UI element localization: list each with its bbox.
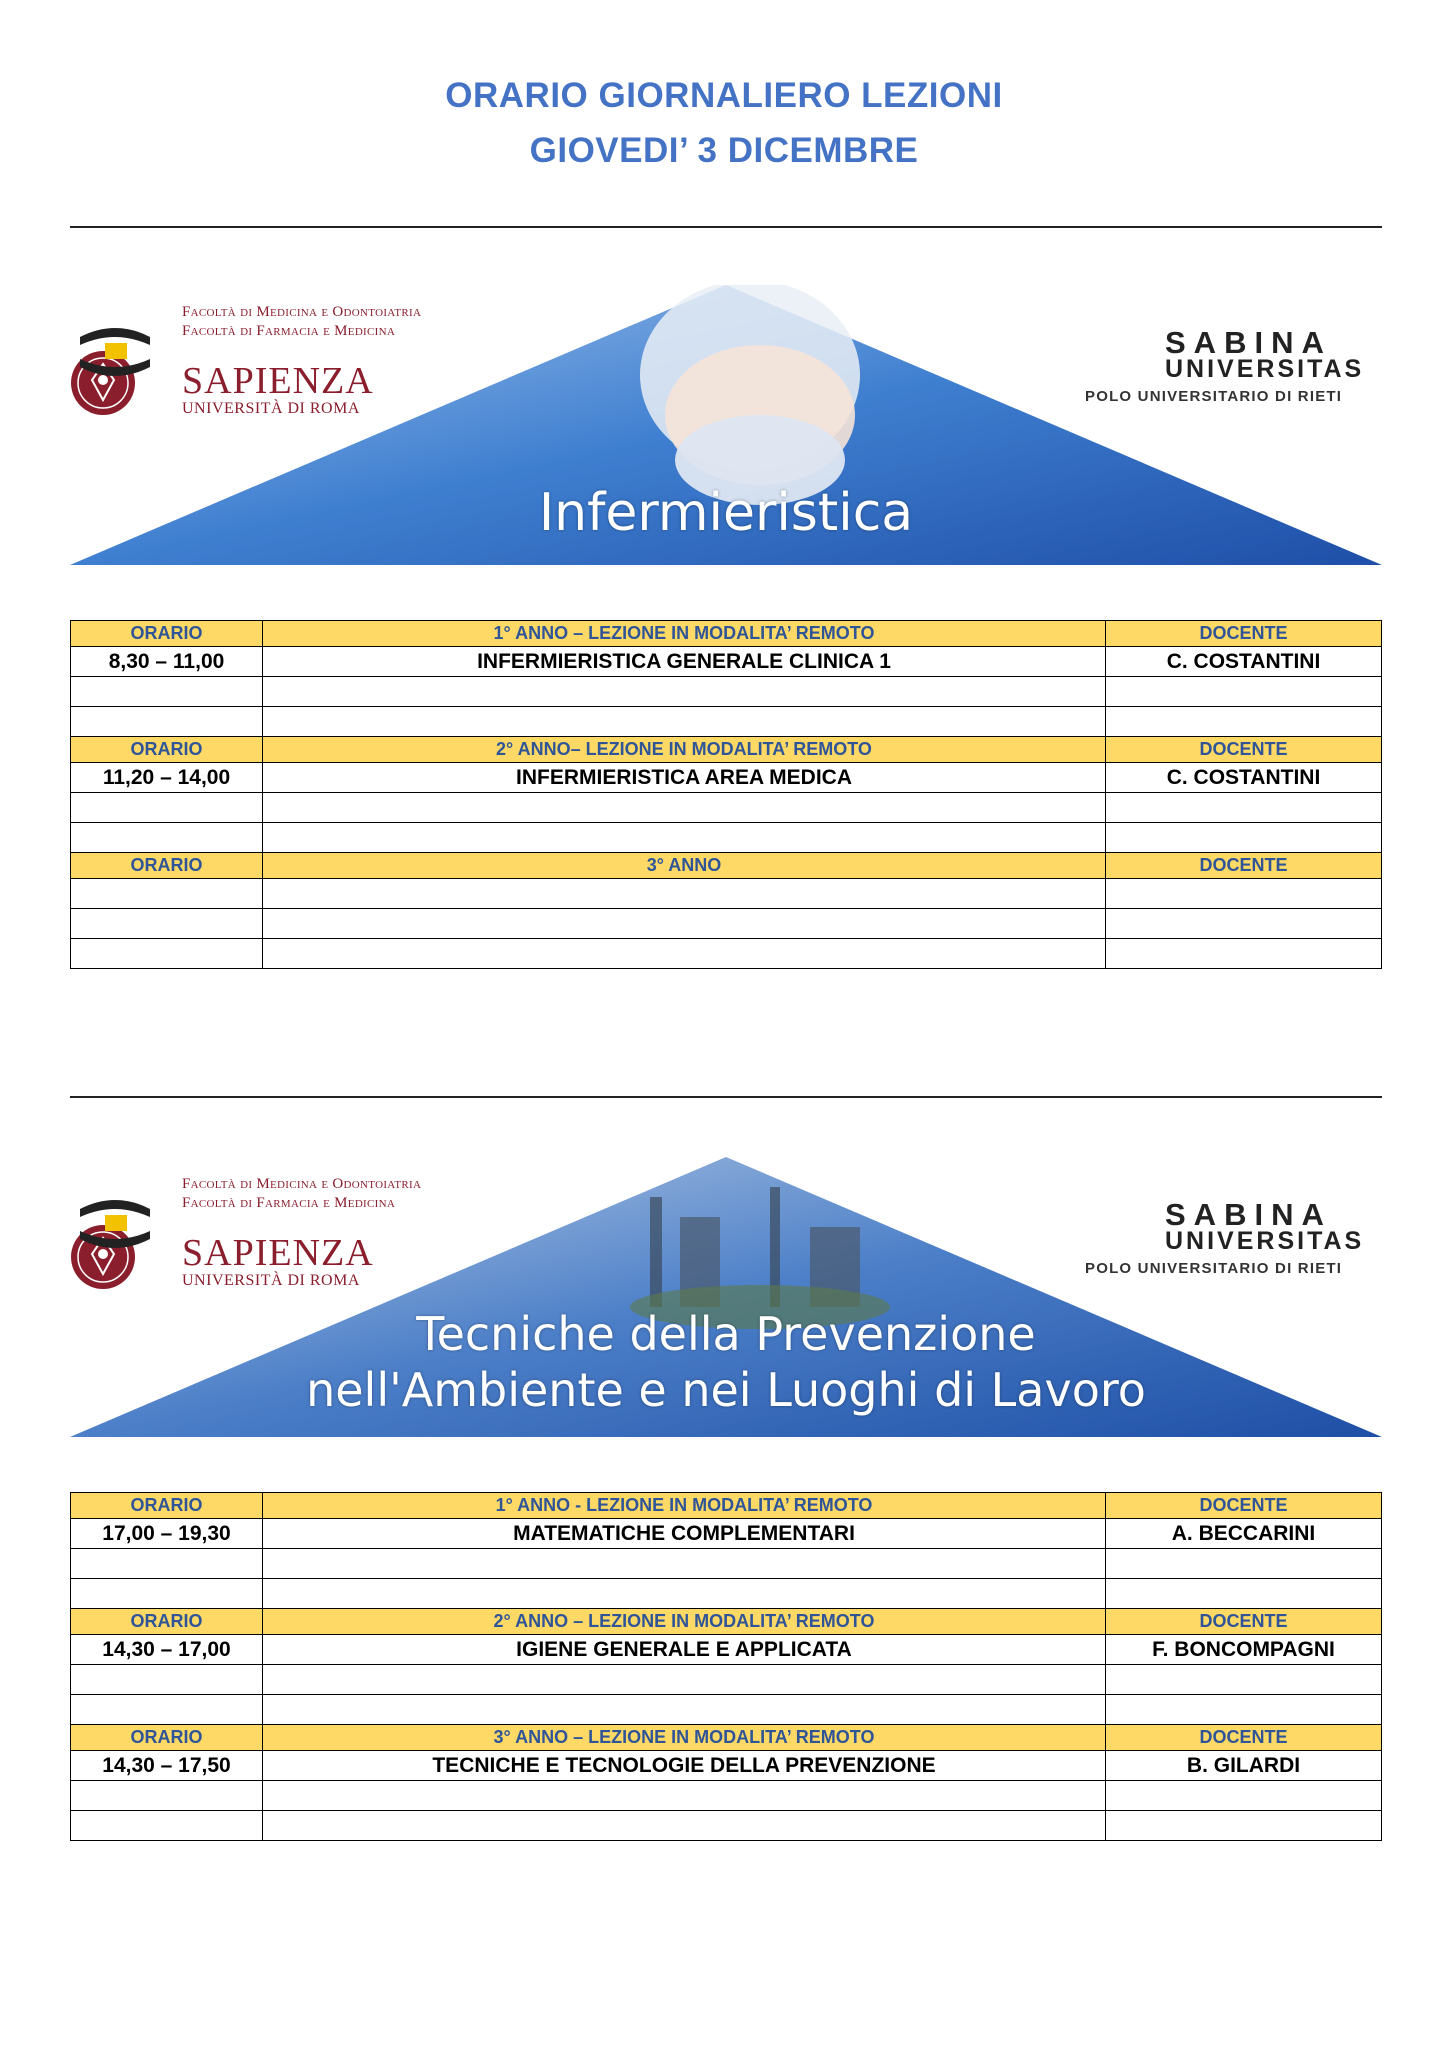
cell-teacher bbox=[1106, 793, 1382, 823]
cell-teacher bbox=[1106, 677, 1382, 707]
table-row bbox=[71, 1751, 1382, 1781]
header-subject: 2° ANNO– LEZIONE IN MODALITA’ REMOTO bbox=[263, 737, 1106, 763]
table-row bbox=[71, 647, 1382, 677]
cell-teacher bbox=[1106, 1665, 1382, 1695]
header-teacher: DOCENTE bbox=[1106, 1493, 1382, 1519]
cell-subject bbox=[263, 1549, 1106, 1579]
header-subject: 3° ANNO bbox=[263, 853, 1106, 879]
cell-time bbox=[71, 677, 263, 707]
cell-teacher: C. COSTANTINI bbox=[1106, 647, 1382, 677]
cell-subject: MATEMATICHE COMPLEMENTARI bbox=[263, 1519, 1106, 1549]
cell-subject bbox=[263, 879, 1106, 909]
cell-subject bbox=[263, 677, 1106, 707]
table-row bbox=[71, 763, 1382, 793]
header-time: ORARIO bbox=[71, 737, 263, 763]
header-time: ORARIO bbox=[71, 621, 263, 647]
sabina-sub: UNIVERSITAS bbox=[1165, 1227, 1365, 1255]
cell-teacher: A. BECCARINI bbox=[1106, 1519, 1382, 1549]
cell-time bbox=[71, 1811, 263, 1841]
table-row bbox=[71, 1519, 1382, 1549]
cell-time bbox=[71, 793, 263, 823]
cell-teacher bbox=[1106, 939, 1382, 969]
cell-subject bbox=[263, 939, 1106, 969]
cell-subject bbox=[263, 823, 1106, 853]
schedule-table-infermieristica bbox=[70, 620, 1382, 969]
table-row bbox=[71, 879, 1382, 909]
cell-subject: IGIENE GENERALE E APPLICATA bbox=[263, 1635, 1106, 1665]
cell-teacher bbox=[1106, 707, 1382, 737]
sapienza-sub: UNIVERSITÀ DI ROMA bbox=[182, 400, 360, 417]
cell-time bbox=[71, 1781, 263, 1811]
sabina-name: SABINA bbox=[1165, 325, 1332, 360]
cell-subject bbox=[263, 707, 1106, 737]
cell-subject bbox=[263, 909, 1106, 939]
header-time: ORARIO bbox=[71, 1609, 263, 1635]
table-row bbox=[71, 939, 1382, 969]
cell-teacher: B. GILARDI bbox=[1106, 1751, 1382, 1781]
table-header-row bbox=[71, 1609, 1382, 1635]
cell-time bbox=[71, 823, 263, 853]
sapienza-name: SAPIENZA bbox=[182, 1232, 374, 1274]
schedule-table-tecniche-prevenzione bbox=[70, 1492, 1382, 1841]
table-row bbox=[71, 1781, 1382, 1811]
header-teacher: DOCENTE bbox=[1106, 1725, 1382, 1751]
table-row bbox=[71, 909, 1382, 939]
faculty-line2: Facoltà di Farmacia e Medicina bbox=[182, 1195, 396, 1211]
table-row bbox=[71, 1811, 1382, 1841]
cell-time: 14,30 – 17,00 bbox=[71, 1635, 263, 1665]
cell-teacher: F. BONCOMPAGNI bbox=[1106, 1635, 1382, 1665]
faculty-line2: Facoltà di Farmacia e Medicina bbox=[182, 323, 396, 339]
cell-teacher bbox=[1106, 1549, 1382, 1579]
header-teacher: DOCENTE bbox=[1106, 1609, 1382, 1635]
table-row bbox=[71, 677, 1382, 707]
sapienza-name: SAPIENZA bbox=[182, 360, 374, 402]
cell-subject bbox=[263, 1695, 1106, 1725]
sabina-book-icon bbox=[70, 1199, 160, 1249]
cell-subject bbox=[263, 1781, 1106, 1811]
cell-time: 11,20 – 14,00 bbox=[71, 763, 263, 793]
header-time: ORARIO bbox=[71, 1493, 263, 1519]
table-row bbox=[71, 707, 1382, 737]
header-teacher: DOCENTE bbox=[1106, 853, 1382, 879]
page-title-line2: GIOVEDI’ 3 DICEMBRE bbox=[529, 131, 919, 170]
cell-time bbox=[71, 1549, 263, 1579]
cell-teacher bbox=[1106, 823, 1382, 853]
sabina-polo: POLO UNIVERSITARIO DI RIETI bbox=[1085, 1260, 1343, 1277]
cell-time bbox=[71, 909, 263, 939]
sabina-book-icon bbox=[70, 327, 160, 377]
table-row bbox=[71, 1579, 1382, 1609]
cell-time: 17,00 – 19,30 bbox=[71, 1519, 263, 1549]
table-row bbox=[71, 793, 1382, 823]
cell-time bbox=[71, 1665, 263, 1695]
cell-time bbox=[71, 939, 263, 969]
header-subject: 1° ANNO – LEZIONE IN MODALITA’ REMOTO bbox=[263, 621, 1106, 647]
cell-subject: TECNICHE E TECNOLOGIE DELLA PREVENZIONE bbox=[263, 1751, 1106, 1781]
table-header-row bbox=[71, 853, 1382, 879]
banner-title-line1: Tecniche della Prevenzione bbox=[416, 1307, 1036, 1361]
cell-subject bbox=[263, 1665, 1106, 1695]
cell-subject bbox=[263, 1811, 1106, 1841]
cell-time bbox=[71, 1579, 263, 1609]
table-row bbox=[71, 1665, 1382, 1695]
cell-subject: INFERMIERISTICA AREA MEDICA bbox=[263, 763, 1106, 793]
header-subject: 3° ANNO – LEZIONE IN MODALITA’ REMOTO bbox=[263, 1725, 1106, 1751]
banner-tecniche-prevenzione bbox=[70, 1157, 1382, 1437]
page-title-line1: ORARIO GIORNALIERO LEZIONI bbox=[445, 76, 1003, 115]
cell-time: 14,30 – 17,50 bbox=[71, 1751, 263, 1781]
divider-middle bbox=[70, 1096, 1382, 1098]
banner-infermieristica bbox=[70, 285, 1382, 565]
banner-title-line2: nell'Ambiente e nei Luoghi di Lavoro bbox=[306, 1363, 1146, 1417]
cell-subject bbox=[263, 793, 1106, 823]
cell-teacher bbox=[1106, 879, 1382, 909]
cell-time bbox=[71, 879, 263, 909]
table-row bbox=[71, 1635, 1382, 1665]
cell-subject bbox=[263, 1579, 1106, 1609]
table-header-row bbox=[71, 621, 1382, 647]
faculty-line1: Facoltà di Medicina e Odontoiatria bbox=[182, 1176, 422, 1192]
table-row bbox=[71, 823, 1382, 853]
cell-teacher bbox=[1106, 1811, 1382, 1841]
cell-time: 8,30 – 11,00 bbox=[71, 647, 263, 677]
header-teacher: DOCENTE bbox=[1106, 621, 1382, 647]
faculty-line1: Facoltà di Medicina e Odontoiatria bbox=[182, 304, 422, 320]
cell-teacher: C. COSTANTINI bbox=[1106, 763, 1382, 793]
table-header-row bbox=[71, 1493, 1382, 1519]
table-header-row bbox=[71, 737, 1382, 763]
table-header-row bbox=[71, 1725, 1382, 1751]
header-subject: 1° ANNO - LEZIONE IN MODALITA’ REMOTO bbox=[263, 1493, 1106, 1519]
header-time: ORARIO bbox=[71, 853, 263, 879]
header-teacher: DOCENTE bbox=[1106, 737, 1382, 763]
cell-teacher bbox=[1106, 1781, 1382, 1811]
banner-title: Infermieristica bbox=[538, 483, 914, 543]
cell-teacher bbox=[1106, 909, 1382, 939]
table-row bbox=[71, 1695, 1382, 1725]
cell-time bbox=[71, 707, 263, 737]
sapienza-sub: UNIVERSITÀ DI ROMA bbox=[182, 1272, 360, 1289]
header-time: ORARIO bbox=[71, 1725, 263, 1751]
cell-teacher bbox=[1106, 1695, 1382, 1725]
cell-teacher bbox=[1106, 1579, 1382, 1609]
sabina-sub: UNIVERSITAS bbox=[1165, 355, 1365, 383]
cell-time bbox=[71, 1695, 263, 1725]
sabina-name: SABINA bbox=[1165, 1197, 1332, 1232]
header-subject: 2° ANNO – LEZIONE IN MODALITA’ REMOTO bbox=[263, 1609, 1106, 1635]
sabina-polo: POLO UNIVERSITARIO DI RIETI bbox=[1085, 388, 1343, 405]
table-row bbox=[71, 1549, 1382, 1579]
cell-subject: INFERMIERISTICA GENERALE CLINICA 1 bbox=[263, 647, 1106, 677]
divider-top bbox=[70, 226, 1382, 228]
